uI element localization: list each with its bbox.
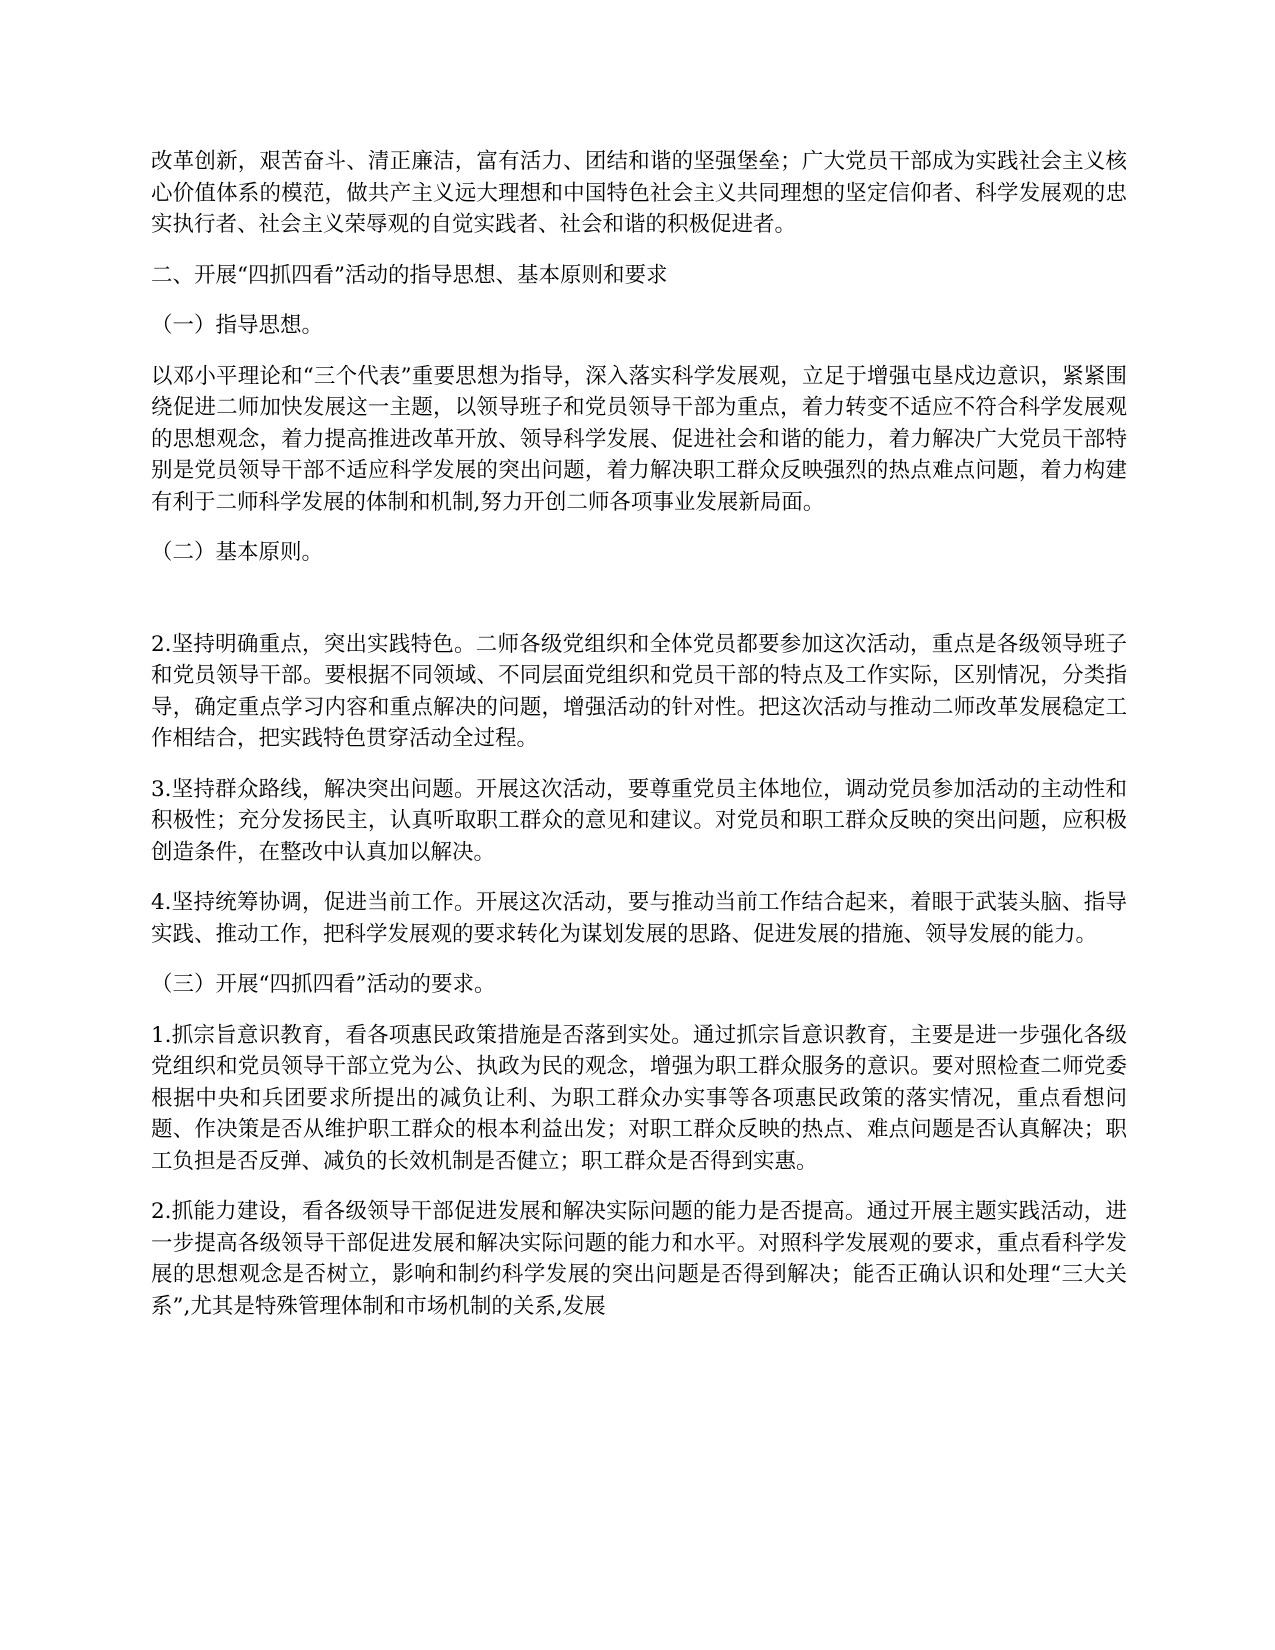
section-heading-2: 二、开展“四抓四看”活动的指导思想、基本原则和要求	[151, 262, 668, 288]
blank-gap	[151, 588, 1127, 629]
subsection-heading-basic-principles: （二）基本原则。	[151, 540, 324, 565]
paragraph-intro-continuation: 改革创新，艰苦奋斗、清正廉洁，富有活力、团结和谐的坚强堡垒；广大党员干部成为实践社会主义核心价值体系的模范，做共产主义远大理想和中国特色社会主义共同理想的坚定信仰者、科学发展观的忠实执行者、社会主义荣辱观的自觉实践者、社会和谐的积极促进者。	[151, 149, 1127, 237]
paragraph-principle-2: 2.坚持明确重点，突出实践特色。二师各级党组织和全体党员都要参加这次活动，重点是各级领导班子和党员领导干部。要根据不同领域、不同层面党组织和党员干部的特点及工作实际，区别情况，分类指导，确定重点学习内容和重点解决的问题，增强活动的针对性。把这次活动与推动二师改革发展稳定工作相结合，把实践特色贯穿活动全过程。	[151, 631, 1127, 751]
paragraph-guiding-ideology: 以邓小平理论和“三个代表”重要思想为指导，深入落实科学发展观，立足于增强屯垦戍边意识，紧紧围绕促进二师加快发展这一主题，以领导班子和党员领导干部为重点，着力转变不适应不符合科学发展观的思想观念，着力提高推进改革开放、领导科学发展、促进社会和谐的能力，着力解决广大党员干部特别是党员领导干部不适应科学发展的突出问题，着力解决职工群众反映强烈的热点难点问题，着力构建有利于二师科学发展的体制和机制,努力开创二师各项事业发展新局面。	[151, 363, 1127, 515]
paragraph-requirement-2: 2.抓能力建设，看各级领导干部促进发展和解决实际问题的能力是否提高。通过开展主题实践活动，进一步提高各级领导干部促进发展和解决实际问题的能力和水平。对照科学发展观的要求，重点看科学发展的思想观念是否树立，影响和制约科学发展的突出问题是否得到解决；能否正确认识和处理“三大关系”,尤其是特殊管理体制和市场机制的关系,发展	[151, 1199, 1127, 1319]
document-body	[151, 146, 1127, 1341]
subsection-heading-guiding-ideology: （一）指导思想。	[151, 313, 324, 338]
paragraph-principle-3: 3.坚持群众路线，解决突出问题。开展这次活动，要尊重党员主体地位，调动党员参加活动的主动性和积极性；充分发扬民主，认真听取职工群众的意见和建议。对党员和职工群众反映的突出问题，应积极创造条件，在整改中认真加以解决。	[151, 776, 1127, 865]
paragraph-requirement-1: 1.抓宗旨意识教育，看各项惠民政策措施是否落到实处。通过抓宗旨意识教育，主要是进一步强化各级党组织和党员领导干部立党为公、执政为民的观念，增强为职工群众服务的意识。要对照检查二师党委根据中央和兵团要求所提出的减负让利、为职工群众办实事等各项惠民政策的落实情况，重点看想问题、作决策是否从维护职工群众的根本利益出发；对职工群众反映的热点、难点问题是否认真解决；职工负担是否反弹、减负的长效机制是否健立；职工群众是否得到实惠。	[151, 1022, 1127, 1174]
subsection-heading-requirements: （三）开展“四抓四看”活动的要求。	[151, 972, 496, 997]
paragraph-principle-4: 4.坚持统筹协调，促进当前工作。开展这次活动，要与推动当前工作结合起来，着眼于武装头脑、指导实践、推动工作，把科学发展观的要求转化为谋划发展的思路、促进发展的措施、领导发展的能力。	[151, 890, 1127, 947]
